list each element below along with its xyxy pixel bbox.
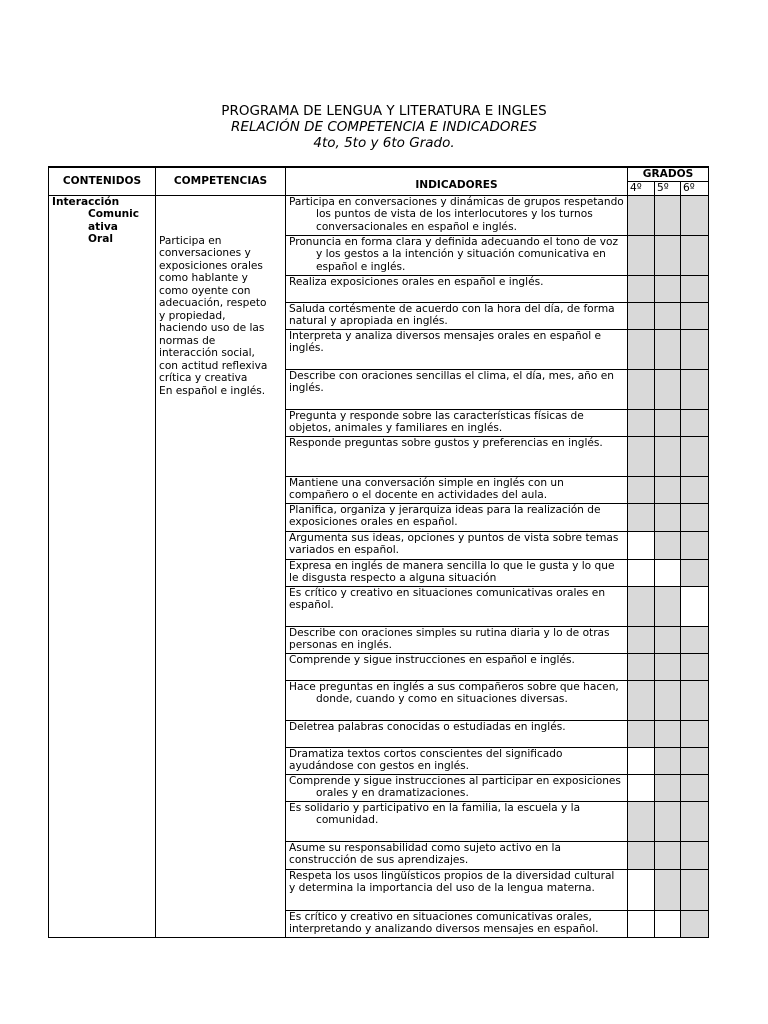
indicator-text: Argumenta sus ideas, opciones y puntos de vista sobre temas variados en español.	[289, 531, 619, 556]
grade-4-cell	[628, 841, 655, 869]
indicator-text: Mantiene una conversación simple en inglés con un compañero o el docente en actividades del aula.	[289, 476, 564, 501]
grade-4-cell	[628, 910, 655, 937]
grade-6-cell	[681, 195, 709, 235]
grade-6-cell	[681, 531, 709, 559]
indicator-text: Expresa en inglés de manera sencilla lo que le gusta y lo que le disgusta respecto a alguna situación	[289, 559, 615, 584]
grade-5-cell	[655, 653, 681, 680]
grade-4-cell	[628, 235, 655, 275]
indicator-cell	[286, 869, 628, 910]
indicator-cell	[286, 436, 628, 476]
competencia-line: conversaciones y	[159, 247, 251, 259]
competencia-line: adecuación, respeto	[159, 297, 267, 309]
document-header	[0, 103, 768, 151]
grade-5-cell	[655, 275, 681, 302]
indicator-cell	[286, 476, 628, 503]
grade-6-cell	[681, 653, 709, 680]
competencia-line: Participa en	[159, 234, 222, 247]
grade-5-cell	[655, 910, 681, 937]
indicator-cell	[286, 841, 628, 869]
indicator-row	[49, 195, 709, 235]
grade-4-cell	[628, 559, 655, 586]
indicator-cell	[286, 680, 628, 720]
grade-5-cell	[655, 531, 681, 559]
indicator-cell	[286, 747, 628, 774]
grade-5-cell	[655, 195, 681, 235]
grade-6-cell	[681, 302, 709, 329]
indicator-text: Describe con oraciones sencillas el clima, el día, mes, año en inglés.	[289, 369, 614, 394]
indicator-text: Dramatiza textos cortos conscientes del significado ayudándose con gestos en inglés.	[289, 747, 563, 772]
grade-5-cell	[655, 409, 681, 436]
indicator-text: Pregunta y responde sobre las características físicas de objetos, animales y familiares en inglés.	[289, 409, 584, 434]
indicator-cell	[286, 559, 628, 586]
grade-5-cell	[655, 841, 681, 869]
grade-6-cell	[681, 801, 709, 841]
indicator-text: Responde preguntas sobre gustos y preferencias en inglés.	[289, 436, 603, 449]
indicator-cell	[286, 910, 628, 937]
document-title: PROGRAMA DE LENGUA Y LITERATURA E INGLES	[221, 103, 547, 119]
grade-4-cell	[628, 747, 655, 774]
competencia-cell	[156, 195, 286, 937]
competencia-line: como hablante y	[159, 272, 248, 284]
grade-5-cell	[655, 436, 681, 476]
indicator-text: Es crítico y creativo en situaciones comunicativas orales en español.	[289, 586, 606, 611]
contenidos-line: Interacción	[52, 195, 120, 208]
grade-6-cell	[681, 409, 709, 436]
grade-5-cell	[655, 503, 681, 531]
indicator-text: Comprende y sigue instrucciones al participar en exposiciones orales y en dramatizaciones.	[289, 774, 621, 799]
grade-6-cell	[681, 626, 709, 653]
grade-4-cell	[628, 302, 655, 329]
grade-6-cell	[681, 503, 709, 531]
grade-4-cell	[628, 409, 655, 436]
grade-6-cell	[681, 329, 709, 369]
header-grados: GRADOS	[628, 167, 709, 181]
indicator-text: Saluda cortésmente de acuerdo con la hora del día, de forma natural y apropiada en inglés.	[289, 302, 615, 327]
indicator-cell	[286, 275, 628, 302]
indicator-cell	[286, 235, 628, 275]
indicator-cell	[286, 720, 628, 747]
grade-4-cell	[628, 476, 655, 503]
grade-6-cell	[681, 275, 709, 302]
indicator-text: Es crítico y creativo en situaciones comunicativas orales, interpretando y analizando diversos mensajes en español.	[289, 910, 599, 935]
grade-5-cell	[655, 801, 681, 841]
indicator-cell	[286, 626, 628, 653]
grade-4-cell	[628, 653, 655, 680]
grade-4-cell	[628, 369, 655, 409]
grade-5-cell	[655, 747, 681, 774]
competencia-line: como oyente con	[159, 284, 251, 297]
grade-4-cell	[628, 195, 655, 235]
grade-5-cell	[655, 680, 681, 720]
grade-6-cell	[681, 369, 709, 409]
indicator-text: Describe con oraciones simples su rutina diaria y lo de otras personas en inglés.	[289, 626, 610, 651]
indicator-cell	[286, 653, 628, 680]
grade-4-cell	[628, 626, 655, 653]
grade-6-cell	[681, 436, 709, 476]
indicator-text: Participa en conversaciones y dinámicas de grupos respetando los puntos de vista de los interlocutores y los turnos conversacionales en español e inglés.	[289, 195, 624, 233]
grade-6-cell	[681, 720, 709, 747]
grade-5-cell	[655, 586, 681, 626]
document-grades: 4to, 5to y 6to Grado.	[313, 135, 455, 151]
grade-4-cell	[628, 275, 655, 302]
grade-5-cell	[655, 869, 681, 910]
grade-5-cell	[655, 302, 681, 329]
contenidos-line: ativa	[88, 220, 118, 233]
grade-4-cell	[628, 531, 655, 559]
grade-6-cell	[681, 869, 709, 910]
grade-4-cell	[628, 436, 655, 476]
grade-5-cell	[655, 626, 681, 653]
indicator-cell	[286, 409, 628, 436]
grade-6-cell	[681, 747, 709, 774]
grade-4-cell	[628, 329, 655, 369]
grade-5-cell	[655, 476, 681, 503]
header-competencias: COMPETENCIAS	[156, 167, 286, 195]
grade-4-cell	[628, 586, 655, 626]
competencia-line: En español e inglés.	[159, 384, 266, 397]
grade-6-cell	[681, 586, 709, 626]
grade-5-cell	[655, 369, 681, 409]
grade-6-cell	[681, 774, 709, 801]
competencia-line: normas de	[159, 334, 216, 347]
contenidos-cell	[49, 195, 156, 937]
grade-6-cell	[681, 910, 709, 937]
indicator-cell	[286, 586, 628, 626]
grade-5-cell	[655, 559, 681, 586]
contenidos-line: Comunic	[88, 208, 140, 220]
grade-4-cell	[628, 774, 655, 801]
indicator-text: Comprende y sigue instrucciones en español e inglés.	[289, 653, 575, 666]
grade-5-cell	[655, 720, 681, 747]
competencia-line: con actitud reflexiva	[159, 359, 268, 372]
indicator-cell	[286, 195, 628, 235]
grade-6-cell	[681, 680, 709, 720]
indicator-cell	[286, 774, 628, 801]
grade-4-cell	[628, 680, 655, 720]
indicator-text: Respeta los usos lingüísticos propios de la diversidad cultural y determina la importancia del uso de la lengua materna.	[289, 869, 615, 894]
competencia-line: y propiedad,	[159, 309, 226, 322]
competencia-line: exposiciones orales	[159, 259, 263, 272]
grade-5-label: 5º	[655, 181, 681, 195]
grade-6-cell	[681, 841, 709, 869]
grade-6-cell	[681, 559, 709, 586]
grade-4-cell	[628, 720, 655, 747]
grade-5-cell	[655, 774, 681, 801]
grade-6-label: 6º	[681, 181, 709, 195]
grade-6-cell	[681, 476, 709, 503]
grade-4-cell	[628, 869, 655, 910]
document-subtitle: RELACIÓN DE COMPETENCIA E INDICADORES	[231, 119, 537, 135]
header-contenidos: CONTENIDOS	[49, 167, 156, 195]
grade-4-label: 4º	[628, 181, 655, 195]
indicator-cell	[286, 801, 628, 841]
competencias-table	[48, 166, 709, 938]
indicator-text: Deletrea palabras conocidas o estudiadas en inglés.	[289, 720, 566, 733]
indicator-text: Interpreta y analiza diversos mensajes orales en español e inglés.	[289, 329, 602, 354]
indicator-cell	[286, 531, 628, 559]
competencia-line: interacción social,	[159, 347, 255, 359]
grade-5-cell	[655, 329, 681, 369]
indicator-cell	[286, 503, 628, 531]
contenidos-line: Oral	[88, 233, 114, 245]
indicator-text: Realiza exposiciones orales en español e inglés.	[289, 275, 544, 288]
indicator-cell	[286, 302, 628, 329]
grade-4-cell	[628, 801, 655, 841]
indicator-text: Pronuncia en forma clara y definida adecuando el tono de voz y los gestos a la intención y situación comunicativa en español e inglés.	[289, 235, 619, 273]
grade-6-cell	[681, 235, 709, 275]
indicator-text: Planifica, organiza y jerarquiza ideas para la realización de exposiciones orales en español.	[289, 503, 601, 528]
indicator-text: Es solidario y participativo en la familia, la escuela y la comunidad.	[289, 801, 581, 826]
header-indicadores: INDICADORES	[286, 167, 628, 195]
grade-5-cell	[655, 235, 681, 275]
indicator-cell	[286, 329, 628, 369]
indicator-text: Hace preguntas en inglés a sus compañeros sobre que hacen, donde, cuando y como en situaciones diversas.	[289, 680, 619, 705]
competencia-line: crítica y creativa	[159, 372, 248, 384]
grade-4-cell	[628, 503, 655, 531]
indicator-cell	[286, 369, 628, 409]
indicator-text: Asume su responsabilidad como sujeto activo en la construcción de sus aprendizajes.	[289, 841, 561, 866]
competencia-line: haciendo uso de las	[159, 322, 265, 334]
